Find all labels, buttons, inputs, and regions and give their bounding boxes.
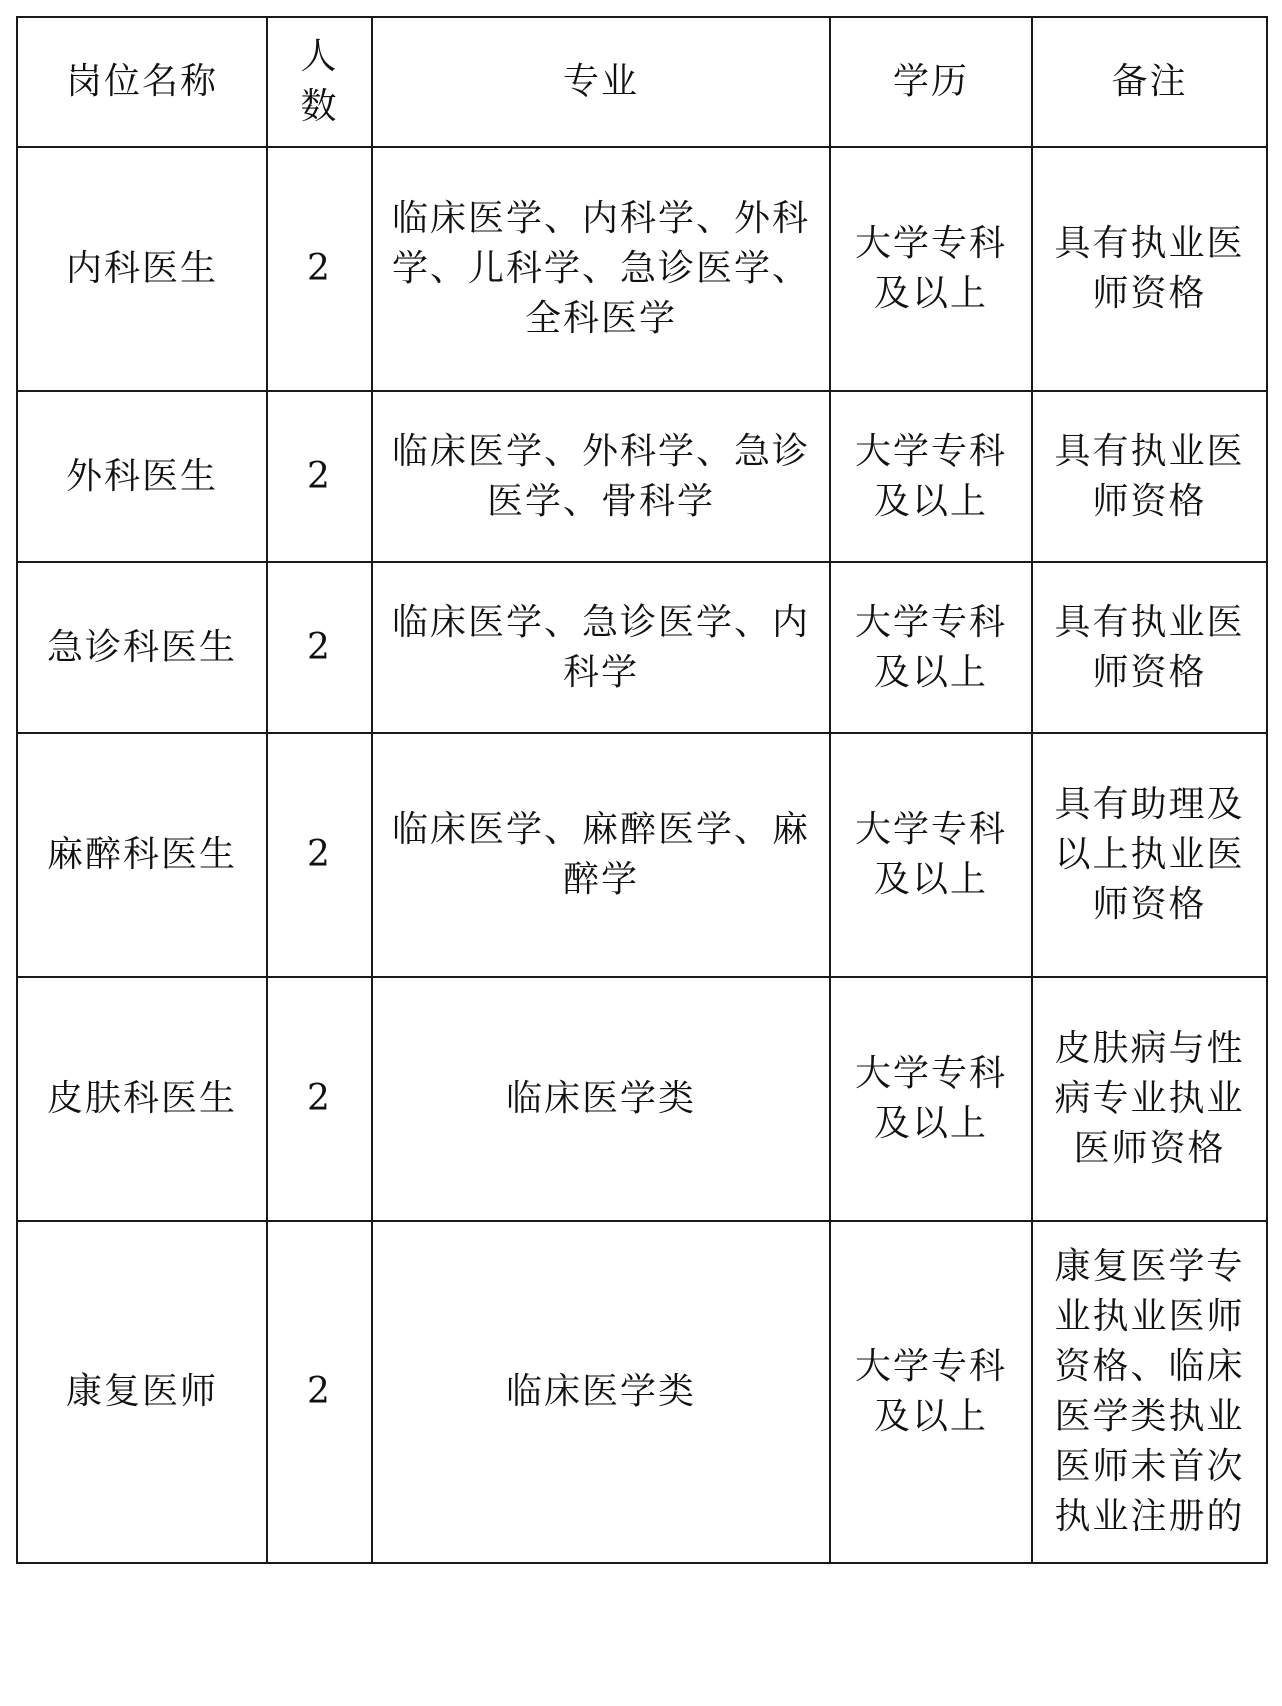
cell-count: 2 [267,147,372,391]
cell-major: 临床医学、急诊医学、内科学 [372,562,830,733]
cell-position: 康复医师 [17,1221,267,1563]
cell-position: 外科医生 [17,391,267,562]
table-row [17,147,1267,391]
cell-education: 大学专科及以上 [830,562,1032,733]
header-education: 学历 [830,17,1032,147]
header-position: 岗位名称 [17,17,267,147]
table-row [17,977,1267,1221]
cell-major: 临床医学、麻醉医学、麻醉学 [372,733,830,977]
cell-remarks: 具有助理及以上执业医师资格 [1032,733,1267,977]
cell-position: 内科医生 [17,147,267,391]
cell-remarks: 皮肤病与性病专业执业医师资格 [1032,977,1267,1221]
cell-major: 临床医学类 [372,977,830,1221]
cell-education: 大学专科及以上 [830,733,1032,977]
header-major: 专业 [372,17,830,147]
cell-major: 临床医学、外科学、急诊医学、骨科学 [372,391,830,562]
cell-position: 急诊科医生 [17,562,267,733]
cell-count: 2 [267,391,372,562]
recruitment-table [16,16,1268,1564]
table-row [17,733,1267,977]
header-count-line2: 数 [300,86,339,127]
table-row [17,1221,1267,1563]
cell-education: 大学专科及以上 [830,147,1032,391]
cell-position: 皮肤科医生 [17,977,267,1221]
cell-count: 2 [267,1221,372,1563]
cell-remarks: 具有执业医师资格 [1032,147,1267,391]
header-count [267,17,372,147]
cell-education: 大学专科及以上 [830,977,1032,1221]
header-remarks: 备注 [1032,17,1267,147]
cell-major: 临床医学、内科学、外科学、儿科学、急诊医学、全科医学 [372,147,830,391]
cell-remarks: 具有执业医师资格 [1032,562,1267,733]
header-count-line1: 人 [300,36,339,77]
cell-major: 临床医学类 [372,1221,830,1563]
cell-count: 2 [267,733,372,977]
cell-remarks: 具有执业医师资格 [1032,391,1267,562]
cell-education: 大学专科及以上 [830,1221,1032,1563]
header-row [17,17,1267,147]
cell-count: 2 [267,562,372,733]
cell-education: 大学专科及以上 [830,391,1032,562]
cell-count: 2 [267,977,372,1221]
cell-position: 麻醉科医生 [17,733,267,977]
table-row [17,562,1267,733]
table-row [17,391,1267,562]
cell-remarks: 康复医学专业执业医师资格、临床医学类执业医师未首次执业注册的 [1032,1221,1267,1563]
